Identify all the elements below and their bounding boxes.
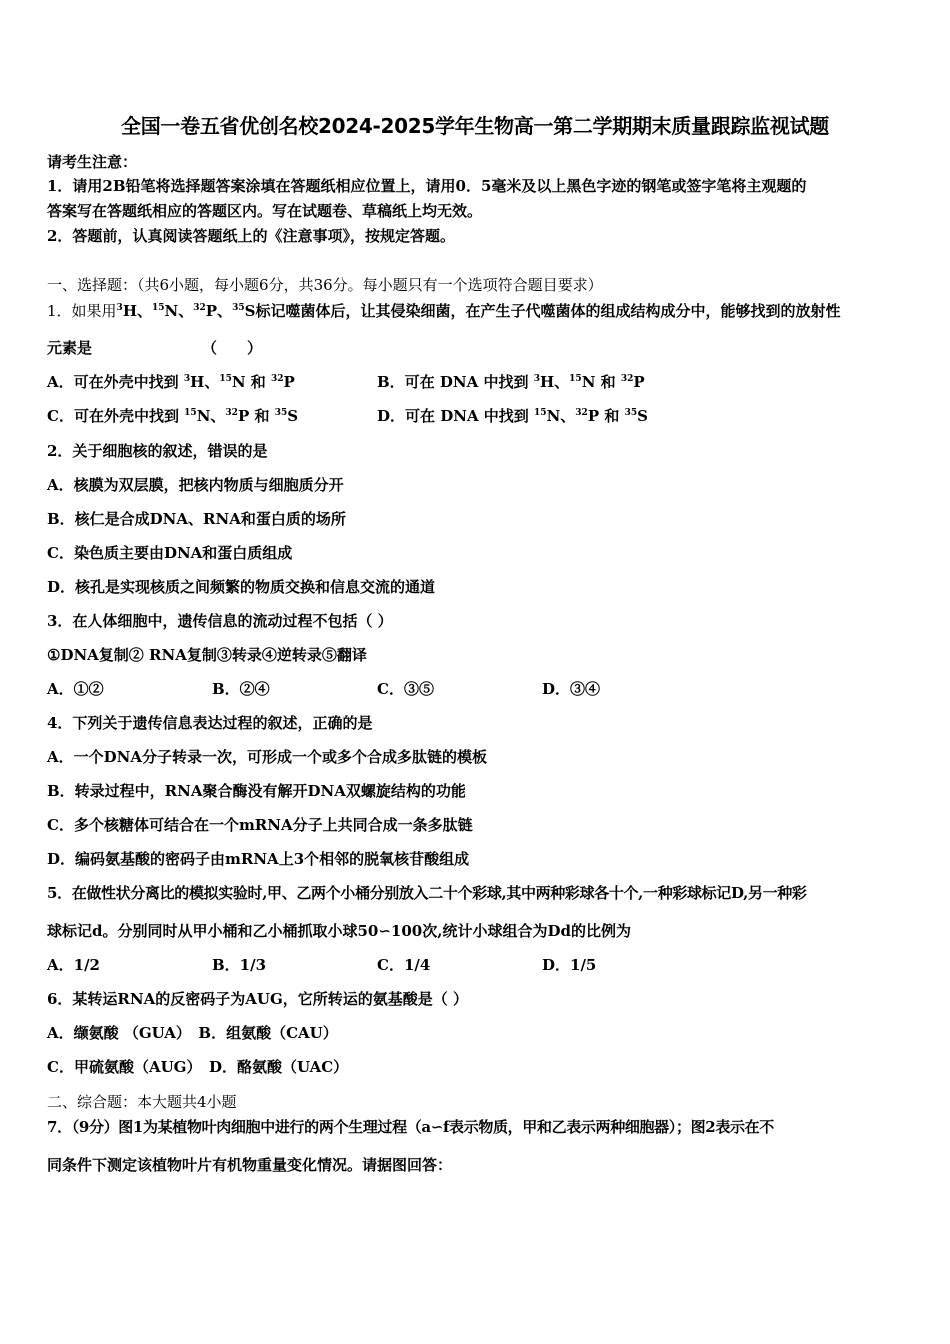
- question-7-stem-line1: 7．（9分）图1为某植物叶肉细胞中进行的两个生理过程（a∽f表示物质，甲和乙表示两种细胞器）；图2表示在不: [47, 1118, 774, 1136]
- question-3-list: ①DNA复制② RNA复制③转录④逆转录⑤翻译: [47, 646, 367, 664]
- q3-option-c: C．③⑤: [377, 680, 434, 698]
- notice-heading: 请考生注意：: [47, 153, 138, 171]
- notice-line-1: 1．请用2B铅笔将选择题答案涂填在答题纸相应位置上，请用0．5毫米及以上黑色字迹的钢笔或签字笔将主观题的: [47, 177, 807, 195]
- q1-option-c: C．可在外壳中找到 $^{15}$N、$^{32}$P 和 $^{35}$S: [47, 407, 299, 425]
- q5-option-d: D．1/5: [542, 956, 597, 974]
- answer-blank: （ ）: [202, 339, 263, 357]
- question-1-stem-line2: 元素是 （ ）: [47, 339, 263, 357]
- q2-option-b: B．核仁是合成DNA、RNA和蛋白质的场所: [47, 510, 346, 528]
- notice-line-2: 答案写在答题纸相应的答题区内。写在试题卷、草稿纸上均无效。: [47, 202, 483, 220]
- section-1-heading: 一、选择题：（共6小题，每小题6分，共36分。每小题只有一个选项符合题目要求）: [47, 276, 603, 294]
- question-4-stem: 4．下列关于遗传信息表达过程的叙述，正确的是: [47, 714, 373, 732]
- question-7-stem-line2: 同条件下测定该植物叶片有机物重量变化情况。请据图回答：: [47, 1156, 453, 1174]
- question-3-stem: 3．在人体细胞中，遗传信息的流动过程不包括（ ）: [47, 612, 393, 630]
- q1-option-d: D．可在 DNA 中找到 $^{15}$N、$^{32}$P 和 $^{35}$S: [377, 407, 648, 425]
- q6-options-cd: C．甲硫氨酸（AUG） D．酪氨酸（UAC）: [47, 1058, 349, 1076]
- q3-option-d: D．③④: [542, 680, 601, 698]
- section-2-heading: 二、综合题：本大题共4小题: [47, 1093, 237, 1111]
- q5-option-c: C．1/4: [377, 956, 431, 974]
- q1-option-b: B．可在 DNA 中找到 $^3$H、$^{15}$N 和 $^{32}$P: [377, 373, 645, 391]
- q5-option-b: B．1/3: [212, 956, 267, 974]
- q4-option-d: D．编码氨基酸的密码子由mRNA上3个相邻的脱氧核苷酸组成: [47, 850, 470, 868]
- question-1-stem: 1．如果用$^3$H、$^{15}$N、$^{32}$P、$^{35}$S标记噬菌体后，让其侵染细菌，在产生子代噬菌体的组成结构成分中，能够找到的放射性: [47, 302, 841, 320]
- q2-option-a: A．核膜为双层膜，把核内物质与细胞质分开: [47, 476, 344, 494]
- q2-option-c: C．染色质主要由DNA和蛋白质组成: [47, 544, 293, 562]
- q4-option-b: B．转录过程中，RNA聚合酶没有解开DNA双螺旋结构的功能: [47, 782, 466, 800]
- q1-option-a: A．可在外壳中找到 $^3$H、$^{15}$N 和 $^{32}$P: [47, 373, 295, 391]
- question-5-stem-line1: 5．在做性状分离比的模拟实验时,甲、乙两个小桶分别放入二十个彩球,其中两种彩球各十个,一种彩球标记D,另一种彩: [47, 884, 807, 902]
- q4-option-c: C．多个核糖体可结合在一个mRNA分子上共同合成一条多肽链: [47, 816, 473, 834]
- page-title: 全国一卷五省优创名校2024-2025学年生物高一第二学期期末质量跟踪监视试题: [121, 114, 829, 138]
- q5-option-a: A．1/2: [47, 956, 100, 974]
- q3-option-a: A．①②: [47, 680, 104, 698]
- q2-option-d: D．核孔是实现核质之间频繁的物质交换和信息交流的通道: [47, 578, 436, 596]
- notice-line-3: 2．答题前，认真阅读答题纸上的《注意事项》，按规定答题。: [47, 227, 455, 245]
- q3-option-b: B．②④: [212, 680, 270, 698]
- question-6-stem: 6．某转运RNA的反密码子为AUG，它所转运的氨基酸是（ ）: [47, 990, 469, 1008]
- q6-options-ab: A．缬氨酸 （GUA） B．组氨酸（CAU）: [47, 1024, 338, 1042]
- q4-option-a: A．一个DNA分子转录一次，可形成一个或多个合成多肽链的模板: [47, 748, 487, 766]
- question-5-stem-line2: 球标记d。分别同时从甲小桶和乙小桶抓取小球50∽100次,统计小球组合为Dd的比例为: [47, 922, 631, 940]
- question-2-stem: 2．关于细胞核的叙述，错误的是: [47, 442, 268, 460]
